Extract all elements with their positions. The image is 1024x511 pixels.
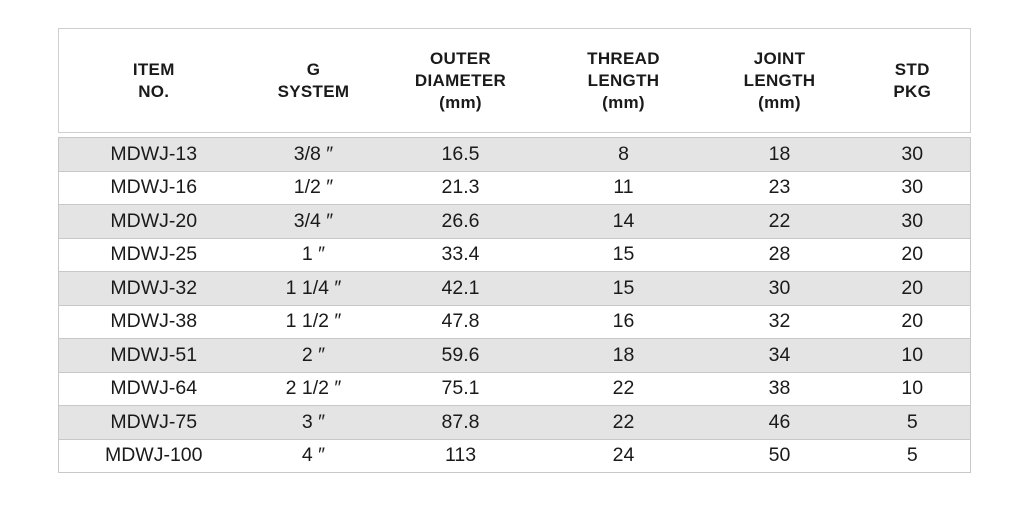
cell-thread-length: 15 xyxy=(543,272,705,306)
cell-std-pkg: 5 xyxy=(855,439,971,473)
header-g-system: G SYSTEM xyxy=(249,29,379,133)
cell-joint-length: 18 xyxy=(705,138,855,172)
cell-std-pkg: 20 xyxy=(855,272,971,306)
cell-joint-length: 28 xyxy=(705,238,855,272)
cell-item-no: MDWJ-64 xyxy=(59,372,249,406)
cell-item-no: MDWJ-25 xyxy=(59,238,249,272)
cell-joint-length: 32 xyxy=(705,305,855,339)
cell-std-pkg: 10 xyxy=(855,339,971,373)
header-std-pkg: STD PKG xyxy=(855,29,971,133)
header-joint-length: JOINT LENGTH (mm) xyxy=(705,29,855,133)
table-row xyxy=(59,339,971,373)
cell-joint-length: 50 xyxy=(705,439,855,473)
table-row xyxy=(59,372,971,406)
cell-g-system: 1 1/4 ″ xyxy=(249,272,379,306)
table-row xyxy=(59,205,971,239)
cell-thread-length: 11 xyxy=(543,171,705,205)
cell-joint-length: 30 xyxy=(705,272,855,306)
cell-g-system: 3 ″ xyxy=(249,406,379,440)
table-body xyxy=(59,138,971,473)
cell-outer-diameter: 59.6 xyxy=(379,339,543,373)
cell-joint-length: 22 xyxy=(705,205,855,239)
cell-outer-diameter: 21.3 xyxy=(379,171,543,205)
cell-thread-length: 24 xyxy=(543,439,705,473)
cell-outer-diameter: 42.1 xyxy=(379,272,543,306)
cell-item-no: MDWJ-13 xyxy=(59,138,249,172)
table-row xyxy=(59,439,971,473)
table-row xyxy=(59,305,971,339)
cell-g-system: 2 ″ xyxy=(249,339,379,373)
cell-thread-length: 15 xyxy=(543,238,705,272)
cell-joint-length: 46 xyxy=(705,406,855,440)
cell-item-no: MDWJ-100 xyxy=(59,439,249,473)
table-row xyxy=(59,138,971,172)
header-row xyxy=(59,29,971,133)
cell-outer-diameter: 16.5 xyxy=(379,138,543,172)
header-thread-length: THREAD LENGTH (mm) xyxy=(543,29,705,133)
cell-item-no: MDWJ-16 xyxy=(59,171,249,205)
cell-item-no: MDWJ-38 xyxy=(59,305,249,339)
cell-g-system: 4 ″ xyxy=(249,439,379,473)
cell-item-no: MDWJ-51 xyxy=(59,339,249,373)
cell-g-system: 3/8 ″ xyxy=(249,138,379,172)
cell-g-system: 1 ″ xyxy=(249,238,379,272)
cell-thread-length: 18 xyxy=(543,339,705,373)
table-header xyxy=(59,29,971,133)
cell-g-system: 1/2 ″ xyxy=(249,171,379,205)
cell-thread-length: 8 xyxy=(543,138,705,172)
cell-item-no: MDWJ-75 xyxy=(59,406,249,440)
table-row xyxy=(59,171,971,205)
cell-outer-diameter: 47.8 xyxy=(379,305,543,339)
cell-outer-diameter: 33.4 xyxy=(379,238,543,272)
cell-joint-length: 34 xyxy=(705,339,855,373)
cell-outer-diameter: 26.6 xyxy=(379,205,543,239)
cell-g-system: 3/4 ″ xyxy=(249,205,379,239)
cell-outer-diameter: 75.1 xyxy=(379,372,543,406)
cell-thread-length: 22 xyxy=(543,372,705,406)
header-outer-diameter: OUTER DIAMETER (mm) xyxy=(379,29,543,133)
header-item-no: ITEM NO. xyxy=(59,29,249,133)
cell-joint-length: 38 xyxy=(705,372,855,406)
cell-std-pkg: 30 xyxy=(855,171,971,205)
cell-std-pkg: 30 xyxy=(855,138,971,172)
table-row xyxy=(59,406,971,440)
cell-std-pkg: 20 xyxy=(855,238,971,272)
cell-item-no: MDWJ-32 xyxy=(59,272,249,306)
cell-outer-diameter: 113 xyxy=(379,439,543,473)
table-row xyxy=(59,238,971,272)
cell-g-system: 1 1/2 ″ xyxy=(249,305,379,339)
cell-thread-length: 16 xyxy=(543,305,705,339)
cell-thread-length: 22 xyxy=(543,406,705,440)
table-row xyxy=(59,272,971,306)
cell-thread-length: 14 xyxy=(543,205,705,239)
cell-g-system: 2 1/2 ″ xyxy=(249,372,379,406)
cell-outer-diameter: 87.8 xyxy=(379,406,543,440)
cell-joint-length: 23 xyxy=(705,171,855,205)
cell-std-pkg: 20 xyxy=(855,305,971,339)
cell-std-pkg: 10 xyxy=(855,372,971,406)
cell-std-pkg: 5 xyxy=(855,406,971,440)
cell-item-no: MDWJ-20 xyxy=(59,205,249,239)
spec-table xyxy=(58,28,971,473)
cell-std-pkg: 30 xyxy=(855,205,971,239)
